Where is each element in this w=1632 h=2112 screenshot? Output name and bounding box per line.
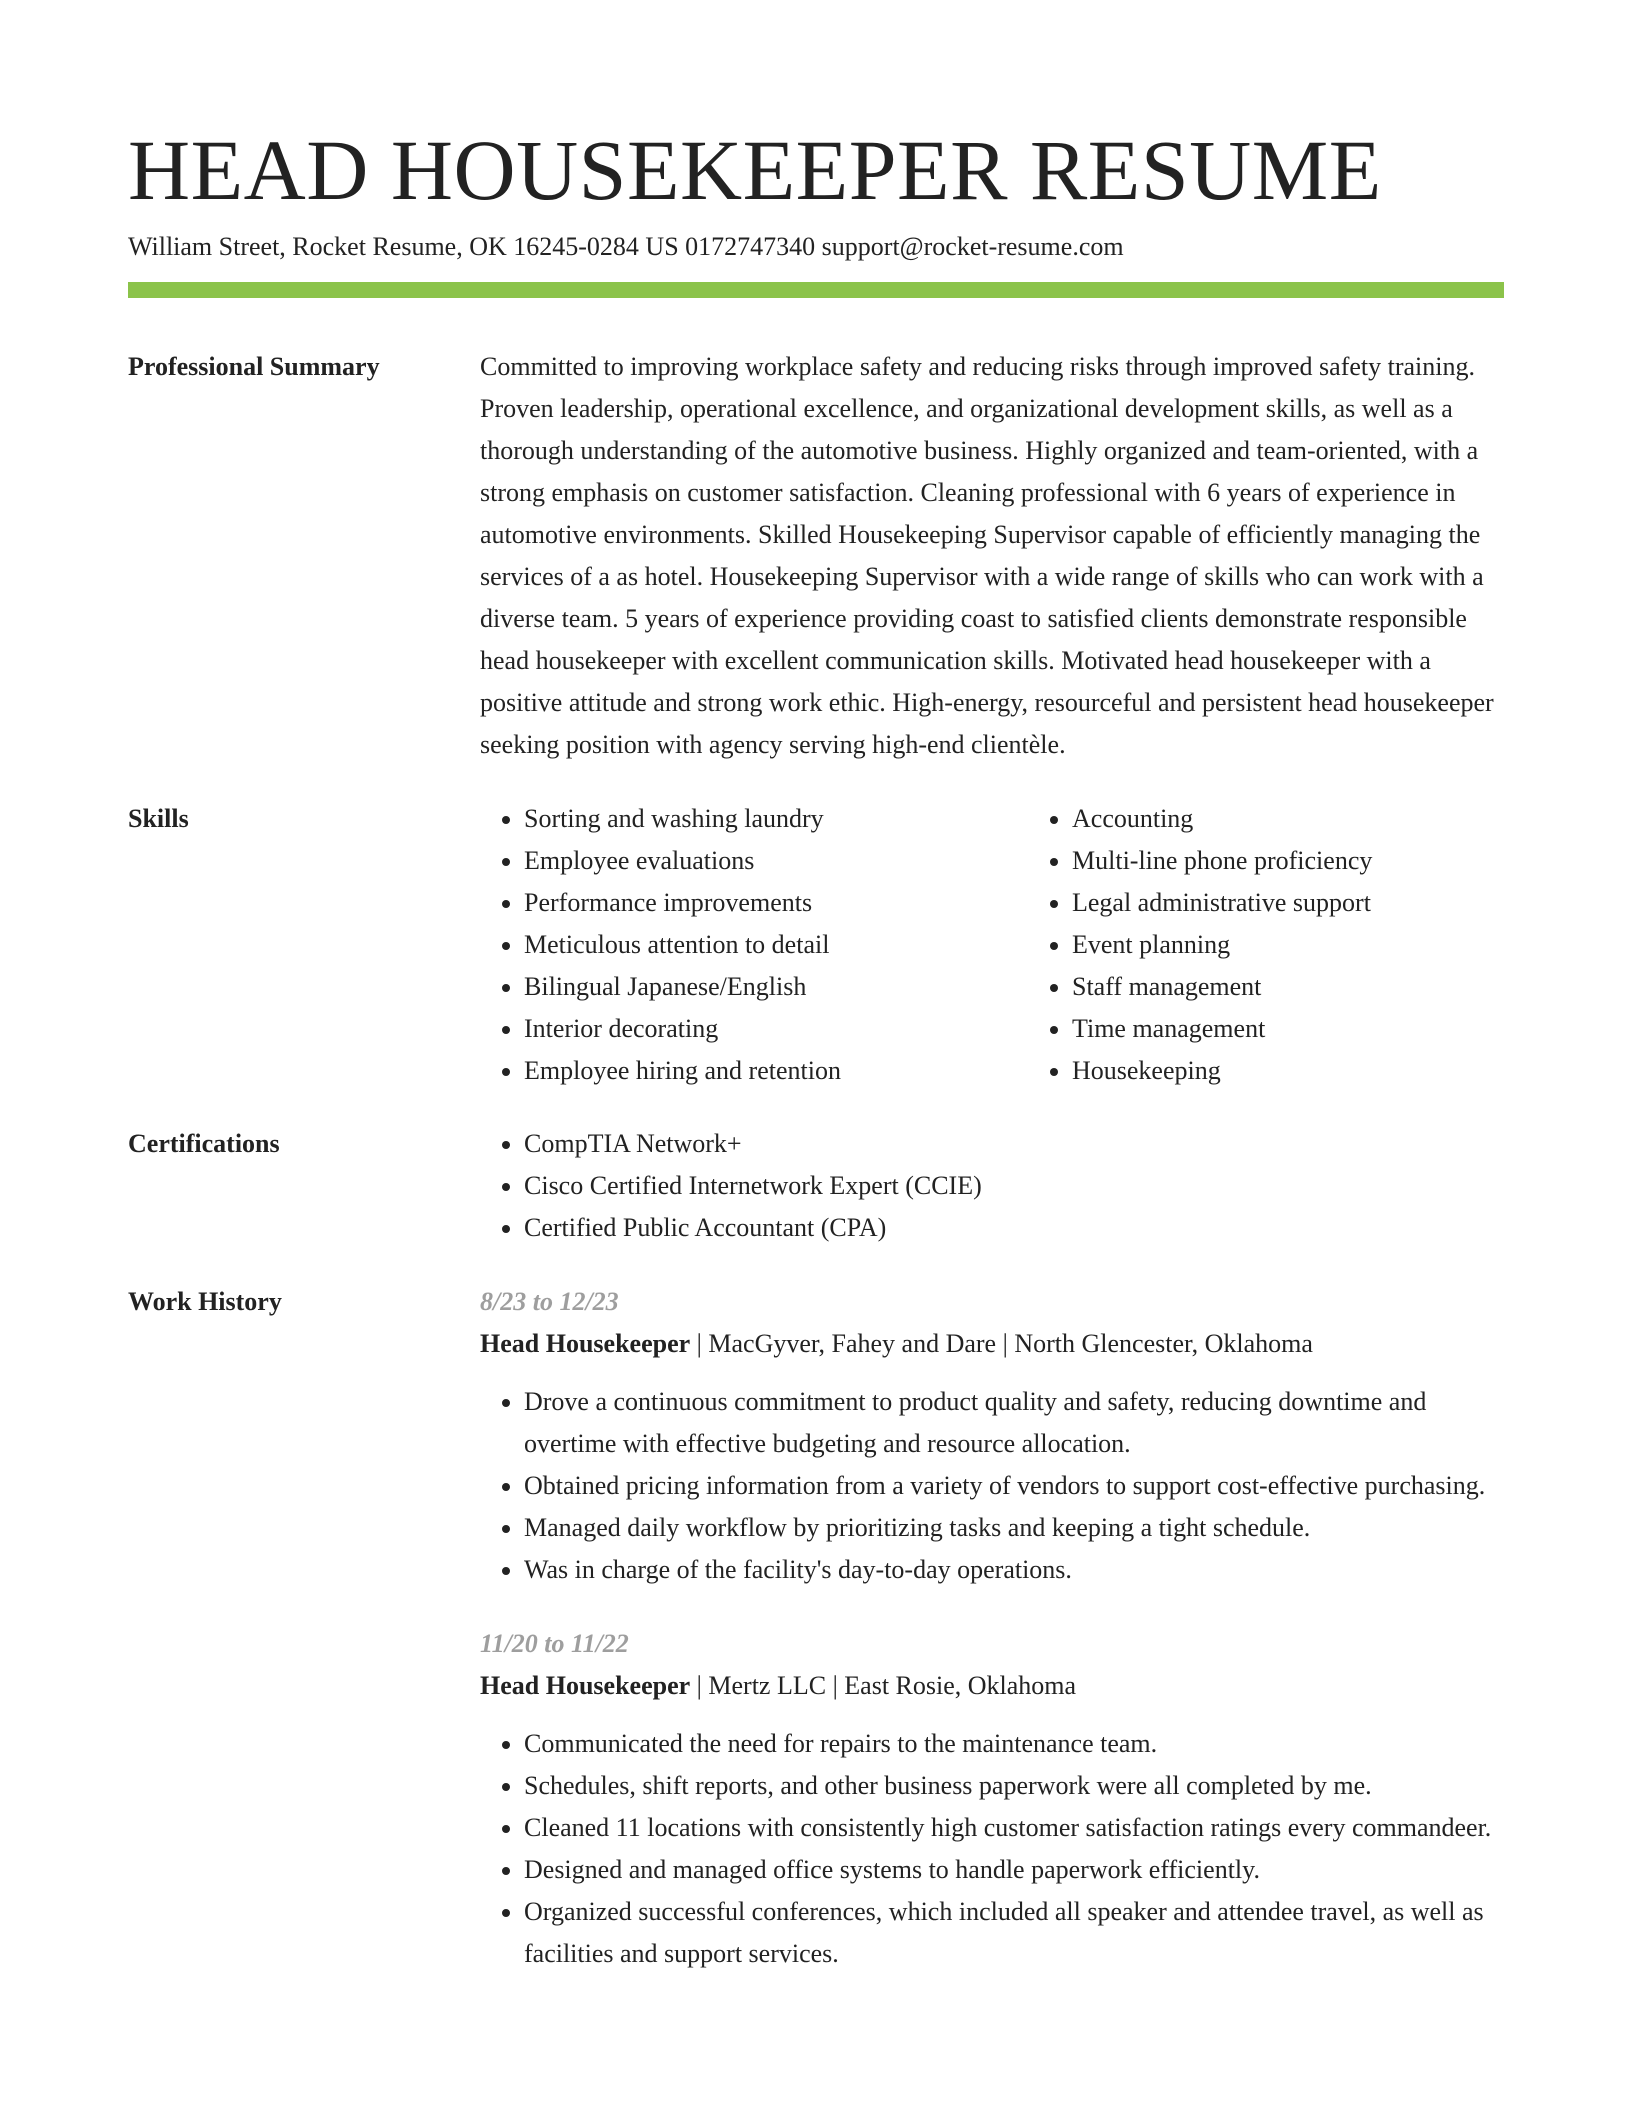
job-bullet: • Schedules, shift reports, and other business paperwork were all completed by me. xyxy=(524,1765,1504,1807)
skills-list-left xyxy=(480,798,1028,1092)
certification-item: • Cisco Certified Internetwork Expert (CCIE) xyxy=(524,1165,1504,1207)
job-dates: 8/23 to 12/23 xyxy=(480,1287,619,1316)
certification-item: • CompTIA Network+ xyxy=(524,1123,1504,1165)
skills-section xyxy=(128,798,1504,1092)
job-bullet: • Obtained pricing information from a variety of vendors to support cost-effective purchasing. xyxy=(524,1465,1504,1507)
skill-item: • Event planning xyxy=(1072,924,1372,966)
skill-item: • Staff management xyxy=(1072,966,1372,1008)
work-history-section xyxy=(128,1281,1504,1975)
summary-section xyxy=(128,346,1504,766)
job-bullet: • Drove a continuous commitment to product quality and safety, reducing downtime and overtime with effective budgeting and resource allocation. xyxy=(524,1381,1504,1465)
skill-item: • Meticulous attention to detail xyxy=(524,924,1028,966)
skill-item: • Employee hiring and retention xyxy=(524,1050,1028,1092)
job-dates: 11/20 to 11/22 xyxy=(480,1629,629,1658)
resume-page xyxy=(128,120,1504,1975)
skills-label: Skills xyxy=(128,804,189,833)
job-bullets xyxy=(480,1723,1504,1975)
job-heading xyxy=(480,1323,1504,1365)
skill-item: • Accounting xyxy=(1072,798,1372,840)
job-bullet: • Communicated the need for repairs to the maintenance team. xyxy=(524,1723,1504,1765)
work-history-label: Work History xyxy=(128,1287,282,1316)
job-title: Head Housekeeper xyxy=(480,1329,691,1358)
contact-address: William Street, Rocket Resume, OK 16245-0284 US xyxy=(128,232,679,261)
job-bullet: • Was in charge of the facility's day-to-day operations. xyxy=(524,1549,1504,1591)
certifications-content xyxy=(480,1123,1504,1249)
certifications-list xyxy=(480,1123,1504,1249)
contact-email: support@rocket-resume.com xyxy=(821,232,1124,261)
skills-grid xyxy=(480,798,1504,1092)
page-title: HEAD HOUSEKEEPER RESUME xyxy=(128,122,1382,218)
certifications-section xyxy=(128,1123,1504,1249)
job-bullets xyxy=(480,1381,1504,1591)
skill-item: • Employee evaluations xyxy=(524,840,1028,882)
certification-item: • Certified Public Accountant (CPA) xyxy=(524,1207,1504,1249)
job-heading xyxy=(480,1665,1504,1707)
job-company: | MacGyver, Fahey and Dare xyxy=(690,1329,996,1358)
skills-list-right xyxy=(1028,798,1372,1092)
job-entry xyxy=(480,1623,1504,1975)
job-company: | Mertz LLC xyxy=(690,1671,826,1700)
job-bullet: • Cleaned 11 locations with consistently high customer satisfaction ratings every commandeer. xyxy=(524,1807,1504,1849)
skill-item: • Sorting and washing laundry xyxy=(524,798,1028,840)
contact-phone: 0172747340 xyxy=(685,232,816,261)
skill-item: • Multi-line phone proficiency xyxy=(1072,840,1372,882)
job-bullet: • Designed and managed office systems to handle paperwork efficiently. xyxy=(524,1849,1504,1891)
work-history-content xyxy=(480,1281,1504,1975)
certifications-label: Certifications xyxy=(128,1129,280,1158)
job-bullet: • Organized successful conferences, which included all speaker and attendee travel, as well as facilities and support services. xyxy=(524,1891,1504,1975)
job-entry xyxy=(480,1281,1504,1591)
job-location: | East Rosie, Oklahoma xyxy=(826,1671,1076,1700)
job-location: | North Glencester, Oklahoma xyxy=(996,1329,1313,1358)
skill-item: • Housekeeping xyxy=(1072,1050,1372,1092)
skill-item: • Time management xyxy=(1072,1008,1372,1050)
skill-item: • Bilingual Japanese/English xyxy=(524,966,1028,1008)
skill-item: • Interior decorating xyxy=(524,1008,1028,1050)
job-bullet: • Managed daily workflow by prioritizing tasks and keeping a tight schedule. xyxy=(524,1507,1504,1549)
contact-line xyxy=(128,230,1504,264)
header-divider xyxy=(128,282,1504,298)
summary-text: Committed to improving workplace safety and reducing risks through improved safety training. Proven leadership, operational excellence, and organizational development skills, as well as a thorough understanding of the automotive business. Highly organized and team-oriented, with a strong emphasis on customer satisfaction. Cleaning professional with 6 years of experience in automotive environments. Skilled Housekeeping Supervisor capable of efficiently managing the services of a as hotel. Housekeeping Supervisor with a wide range of skills who can work with a diverse team. 5 years of experience providing coast to satisfied clients demonstrate responsible head housekeeper with excellent communication skills. Motivated head housekeeper with a positive attitude and strong work ethic. High-energy, resourceful and persistent head housekeeper seeking position with agency serving high-end clientèle. xyxy=(480,352,1494,759)
summary-label: Professional Summary xyxy=(128,352,380,381)
skill-item: • Legal administrative support xyxy=(1072,882,1372,924)
job-title: Head Housekeeper xyxy=(480,1671,691,1700)
skill-item: • Performance improvements xyxy=(524,882,1028,924)
